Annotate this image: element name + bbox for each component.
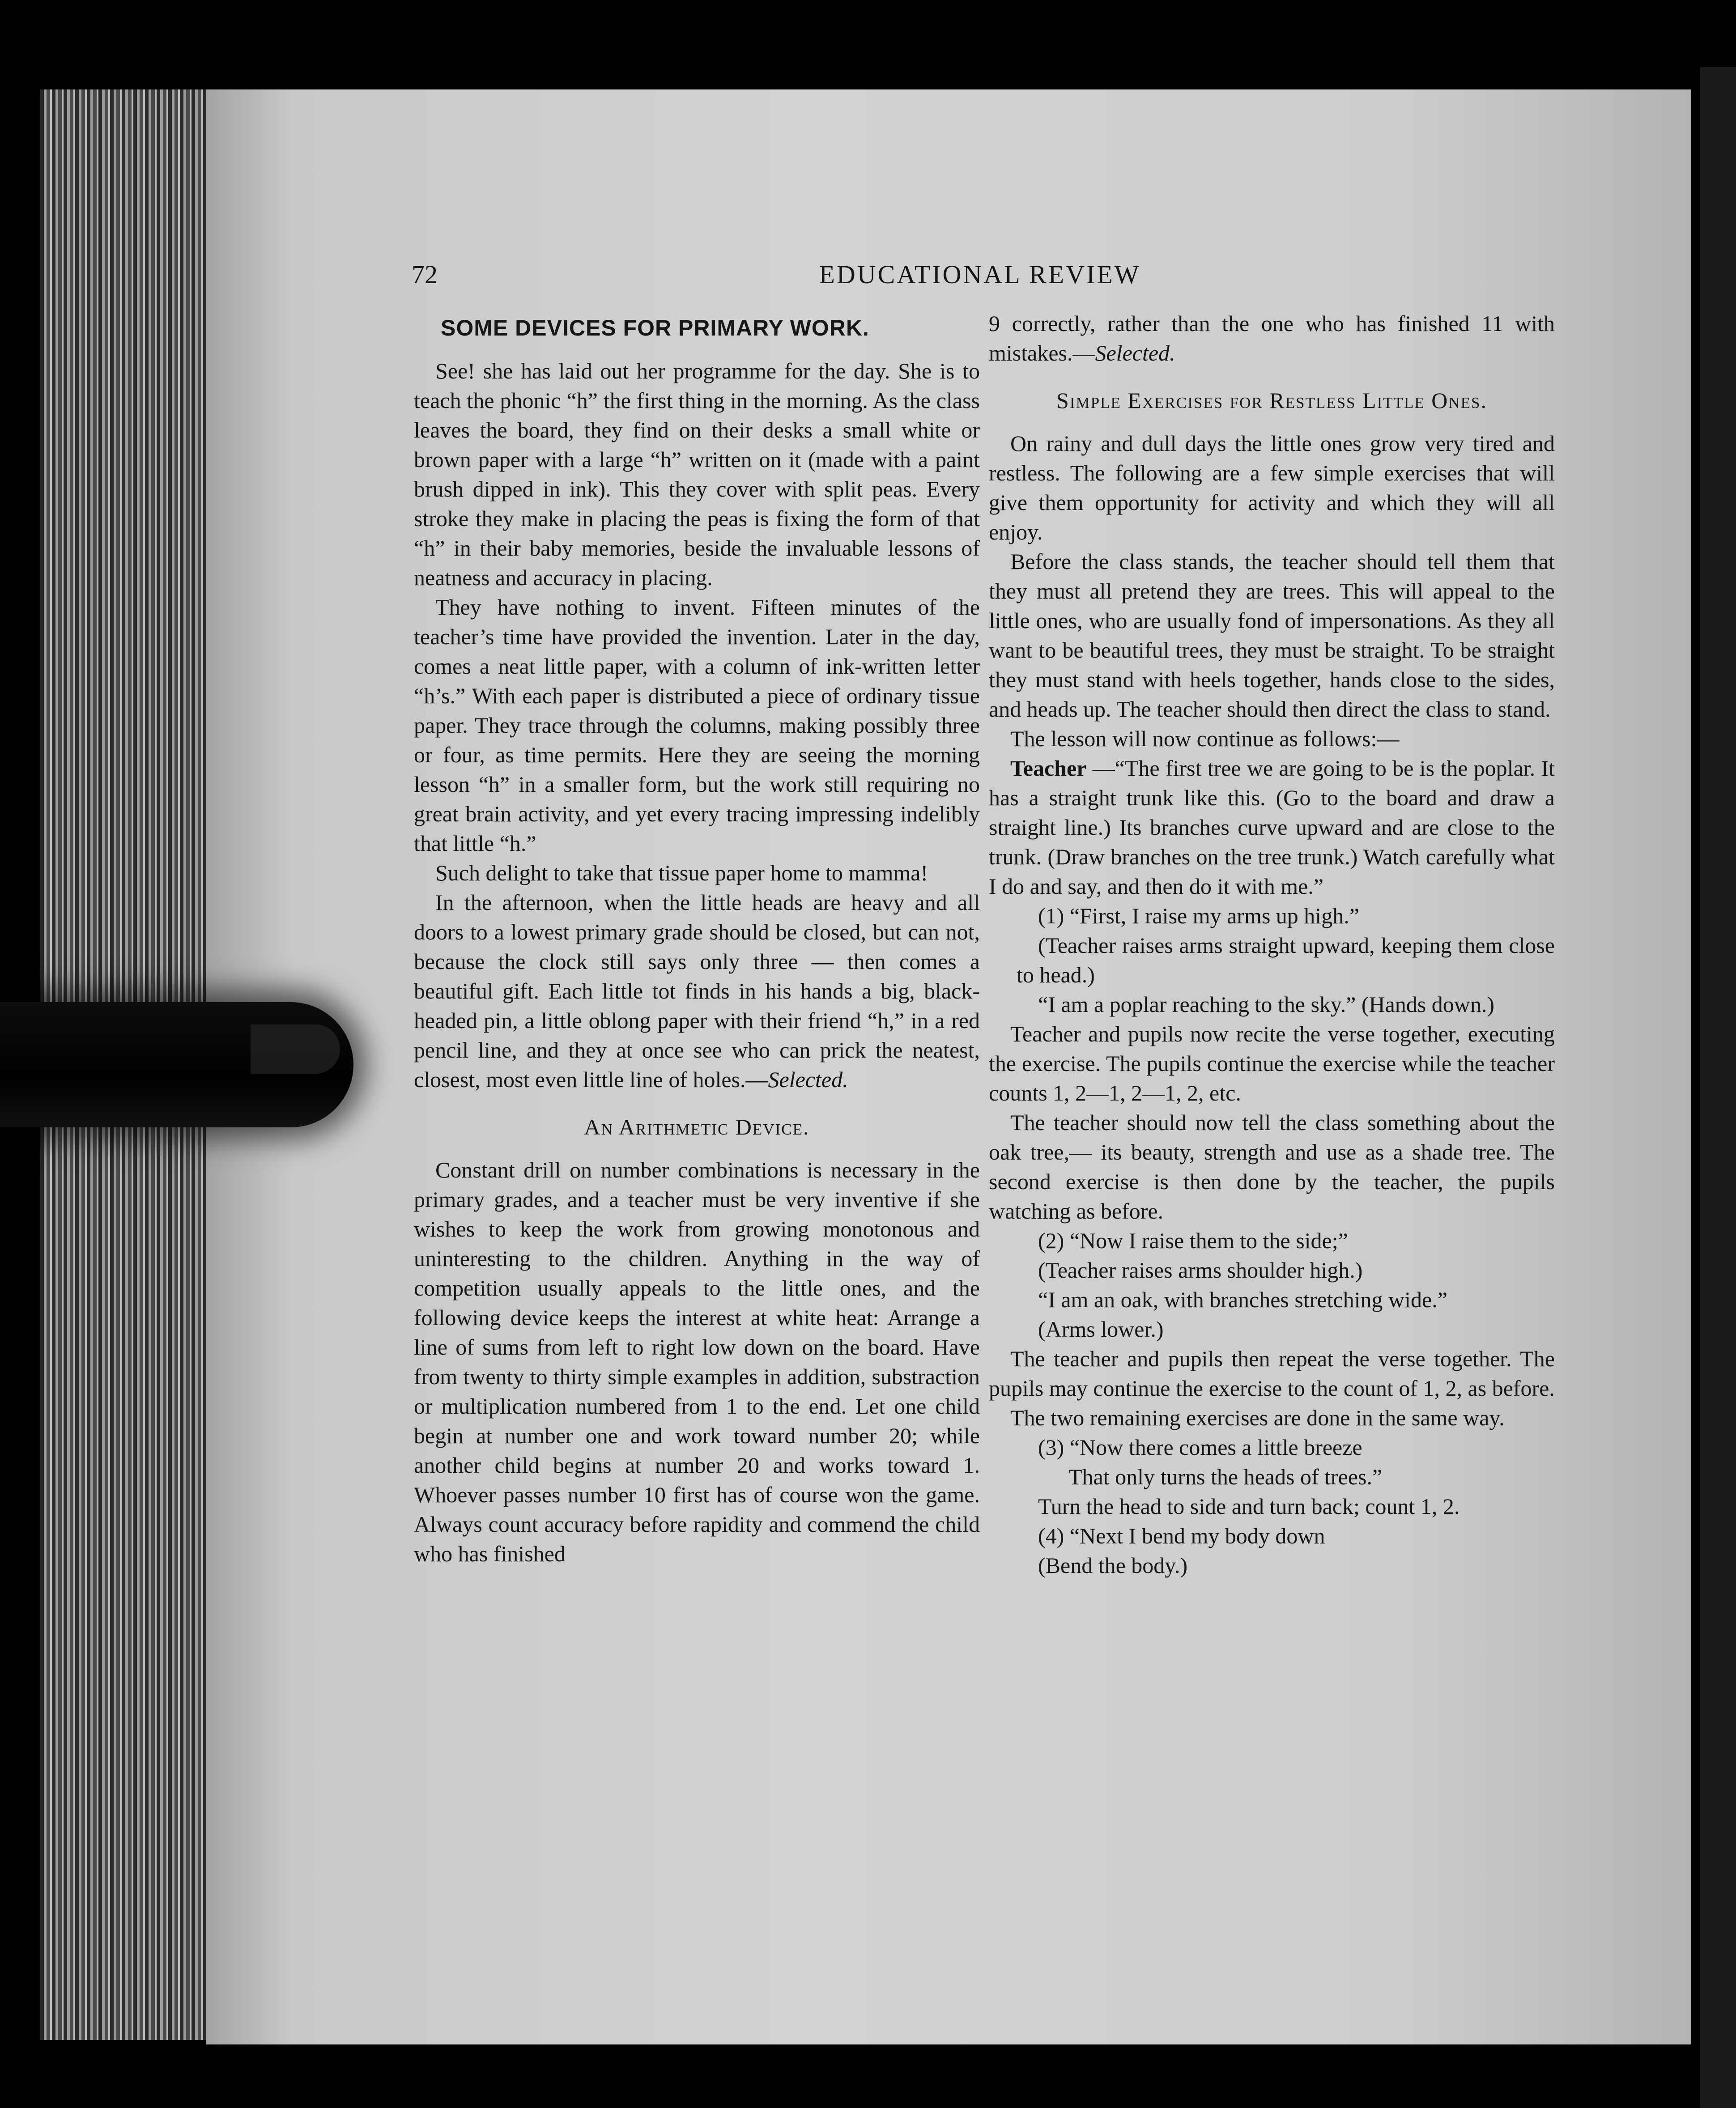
- exercise-line: (2) “Now I raise them to the side;”: [1038, 1228, 1348, 1253]
- exercise-note: (Teacher raises arms straight upward, keeping them close to head.): [1017, 933, 1555, 987]
- paragraph-text: —“The first tree we are going to be is the poplar. It has a straight trunk like this. (Go to the board and draw a straight line.) Its branches curve upward and are close to the trunk. (Draw branches on the tree trunk.) Watch carefully what I do and say, and then do it with me.”: [989, 756, 1555, 899]
- exercise-line: That only turns the heads of trees.”: [1068, 1464, 1383, 1489]
- signature: Selected.: [768, 1067, 848, 1092]
- paragraph: See! she has laid out her programme for the day. She is to teach the phonic “h” the first thing in the morning. As the class leaves the board, they find on their desks a small white or brown paper with a large “h” written on it (made with a paint brush dipped in ink). This they cover with split peas. Every stroke they make in placing the peas is fixing the form of that “h” in their baby memories, beside the invaluable lessons of neatness and accuracy in placing.: [414, 358, 980, 590]
- exercise-verse: “I am a poplar reaching to the sky.” (Hands down.): [1038, 992, 1495, 1017]
- page-number: 72: [412, 260, 438, 289]
- exercise-note: (Teacher raises arms shoulder high.): [1038, 1258, 1363, 1283]
- paragraph-text: In the afternoon, when the little heads are heavy and all doors to a lowest primary grade should be closed, but can not, because the clock still says only three — then comes a beautiful gift. Each little tot finds in his hands a big, black-headed pin, a little oblong paper with their friend “h,” in a red pencil line, and they at once see who can prick the neatest, closest, most even little line of holes.—: [414, 890, 980, 1092]
- paragraph: [989, 753, 1555, 901]
- exercise-verse: “I am an oak, with branches stretching wide.”: [1038, 1287, 1447, 1312]
- paragraph: The lesson will now continue as follows:—: [1010, 726, 1400, 751]
- section-title: An Arithmetic Device.: [584, 1114, 810, 1139]
- signature: Selected.: [1095, 340, 1175, 366]
- left-column: [414, 309, 980, 1568]
- paragraph: Before the class stands, the teacher should tell them that they must all pretend they are trees. This will appeal to the little ones, who are usually fond of impersonations. As they all want to be beautiful trees, they must be straight. To be straight they must stand with heels together, hands close to the sides, and heads up. The teacher should then direct the class to stand.: [989, 549, 1555, 722]
- page-header: [412, 259, 1548, 291]
- right-column: [989, 309, 1555, 1580]
- paragraph: Constant drill on number combinations is necessary in the primary grades, and a teacher must be very inventive if she wishes to keep the work from growing monotonous and uninteresting to the children. Anything in the way of competition usually appeals to the little ones, and the following device keeps the interest at white heat: Arrange a line of sums from left to right low down on the board. Have from twenty to thirty simple examples in addition, substraction or multiplication numbered from 1 to the end. Let one child begin at number one and work toward number 20; while another child begins at number 20 and works toward 1. Whoever passes number 10 first has of course won the game. Always count accuracy before rapidity and commend the child who has finished: [414, 1157, 980, 1566]
- speaker-label: Teacher: [1010, 756, 1087, 781]
- section-title: Simple Exercises for Restless Little Ones.: [1056, 388, 1487, 413]
- paragraph-text: 9 correctly, rather than the one who has finished 11 with mistakes.—: [989, 311, 1555, 366]
- exercise-note: Turn the head to side and turn back; count 1, 2.: [1038, 1494, 1460, 1519]
- paragraph: The teacher and pupils then repeat the verse together. The pupils may continue the exercise to the count of 1, 2, as before.: [989, 1346, 1555, 1401]
- paragraph: Teacher and pupils now recite the verse together, executing the exercise. The pupils continue the exercise while the teacher counts 1, 2—1, 2—1, 2, etc.: [989, 1021, 1555, 1105]
- exercise-note: (Arms lower.): [1038, 1317, 1164, 1342]
- book-gutter: [1700, 67, 1736, 2108]
- exercise-line: (3) “Now there comes a little breeze: [1038, 1435, 1362, 1460]
- paragraph: The two remaining exercises are done in the same way.: [1010, 1405, 1505, 1430]
- article-title: SOME DEVICES FOR PRIMARY WORK.: [441, 315, 869, 340]
- paragraph: Such delight to take that tissue paper home to mamma!: [435, 860, 928, 885]
- running-title: EDUCATIONAL REVIEW: [819, 260, 1141, 289]
- paragraph: [989, 309, 1555, 368]
- exercise-line: (4) “Next I bend my body down: [1038, 1523, 1325, 1548]
- paragraph: On rainy and dull days the little ones grow very tired and restless. The following are a few simple exercises that will give them opportunity for activity and which they will all enjoy.: [989, 431, 1555, 544]
- paragraph: [414, 888, 980, 1094]
- paragraph: They have nothing to invent. Fifteen minutes of the teacher’s time have provided the invention. Later in the day, comes a neat little paper, with a column of ink-written letter “h’s.” With each paper is distributed a piece of ordinary tissue paper. They trace through the columns, making possibly three or four, as time permits. Here they are seeing the morning lesson “h” in a smaller form, but the work still requiring no great brain activity, and yet every tracing impressing indelibly that little “h.”: [414, 595, 980, 856]
- fingernail: [251, 1024, 340, 1074]
- paragraph: The teacher should now tell the class something about the oak tree,— its beauty, strength and use as a shade tree. The second exercise is then done by the teacher, the pupils watching as before.: [989, 1110, 1555, 1224]
- exercise-note: (Bend the body.): [1038, 1553, 1188, 1578]
- exercise-line: (1) “First, I raise my arms up high.”: [1038, 903, 1359, 928]
